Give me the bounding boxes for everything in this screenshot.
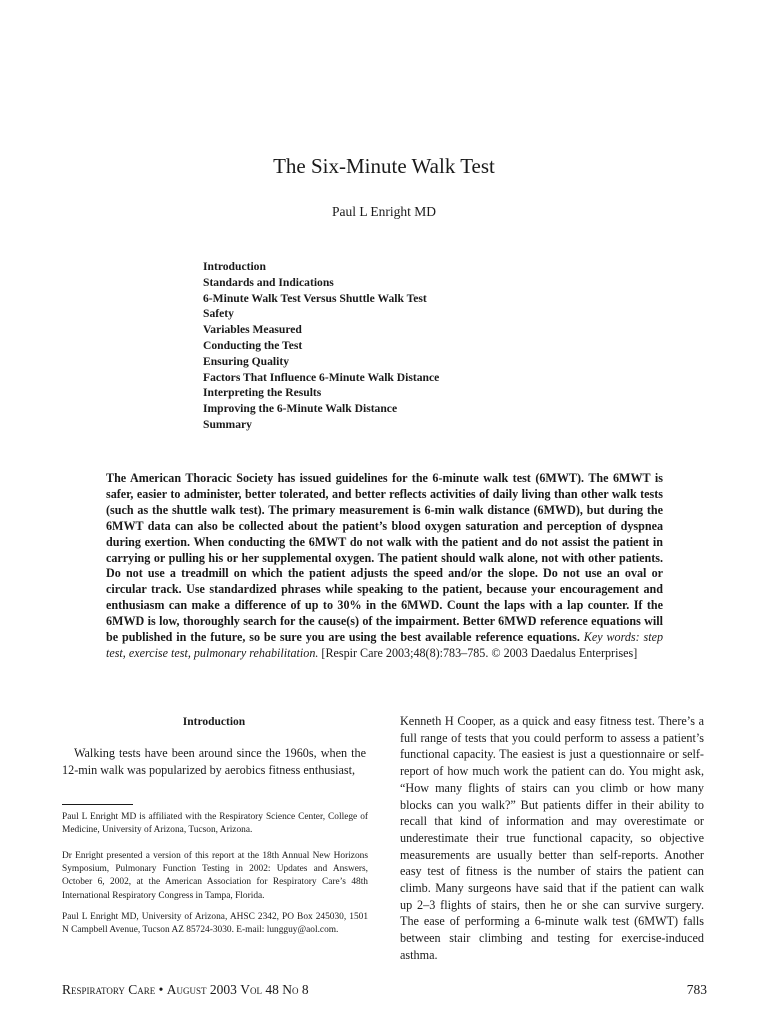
abstract-body: The American Thoracic Society has issued guidelines for the 6-minute walk test (6MWT). The 6MWT is safer, easier to administer, better tolerated, and better reflects activities of daily living than other walk tests (such as the shuttle walk test). The primary measurement is 6-min walk distance (6MWD), but during the 6MWT data can also be collected about the patient’s blood oxygen saturation and perception of dyspnea during exertion. When conducting the 6MWT do not walk with the patient and do not assist the patient in carrying or pulling his or her supplemental oxygen. The patient should walk alone, not with other patients. Do not use a treadmill on which the patient adjusts the speed and/or the slope. Do not use an oval or circular track. Use standardized phrases while speaking to the patient, because your encouragement and enthusiasm can make a difference of up to 30% in the 6MWD. Count the laps with a lap counter. If the 6MWD is low, thoroughly search for the cause(s) of the impairment. Better 6MWD reference equations will be published in the future, so be sure you are using the best available reference equations. <box>106 471 663 645</box>
article-author: Paul L Enright MD <box>331 204 437 219</box>
toc-item: Interpreting the Results <box>203 386 322 400</box>
abstract-citation: [Respir Care 2003;48(8):783–785. © 2003 Daedalus Enterprises] <box>321 645 638 660</box>
footnote-divider <box>62 804 133 805</box>
introduction-paragraph: Walking tests have been around since the 1960s, when the 12-min walk was popularized by aerobics fitness enthusiast, <box>62 746 366 777</box>
footnote-affiliation: Paul L Enright MD is affiliated with the Respiratory Science Center, College of Medicine, University of Arizona, Tucson, Arizona. <box>62 812 368 836</box>
footer-year: 2003 <box>209 982 237 997</box>
page-number: 783 <box>686 982 707 997</box>
toc-item: Standards and Indications <box>203 275 334 289</box>
toc-item: 6-Minute Walk Test Versus Shuttle Walk Test <box>203 291 427 305</box>
footer-journal: Respiratory Care <box>62 982 156 997</box>
section-heading-introduction: Introduction <box>182 716 246 728</box>
toc-item: Conducting the Test <box>203 338 303 352</box>
footnote-correspondence: Paul L Enright MD, University of Arizona, AHSC 2342, PO Box 245030, 1501 N Campbell Avenue, Tucson AZ 85724-3030. E-mail: lungguy@aol.com. <box>62 912 368 936</box>
footer-number: 8 <box>301 982 309 997</box>
abstract <box>106 471 663 662</box>
toc-item: Improving the 6-Minute Walk Distance <box>203 402 398 416</box>
article-title: The Six-Minute Walk Test <box>273 154 495 178</box>
running-footer <box>62 981 309 999</box>
footnote-presentation: Dr Enright presented a version of this report at the 18th Annual New Horizons Symposium, Pulmonary Function Testing in 2002: Updates and Answers, October 6, 2002, at the American Association for Respiratory Care’s 48th International Respiratory Congress in Tampa, Florida. <box>62 851 368 901</box>
table-of-contents <box>203 259 439 433</box>
footer-issue: August <box>166 982 207 997</box>
toc-item: Summary <box>203 417 252 431</box>
footer-volume-label: Vol <box>240 982 262 997</box>
toc-item: Variables Measured <box>203 323 302 337</box>
footer-number-label: No <box>282 982 299 997</box>
footer-separator: • <box>158 982 164 997</box>
toc-item: Ensuring Quality <box>203 354 290 368</box>
abstract-keywords: Key words: step test, exercise test, pulmonary rehabilitation. <box>106 630 664 660</box>
footer-volume: 48 <box>265 982 279 997</box>
toc-item: Factors That Influence 6-Minute Walk Distance <box>203 370 440 384</box>
right-column-text: Kenneth H Cooper, as a quick and easy fitness test. There’s a full range of tests that you could perform to assess a patient’s functional capacity. The easiest is just a questionnaire or self-report of how much work the patient can do. You might ask, “How many flights of stairs can you climb or how many blocks can you walk?” But patients differ in their ability to recall that kind of information and may overestimate or underestimate their true functional capacity, so objective measurements are usually better than self-reports. Another easy test of fitness is the number of stairs the patient can climb. Many surgeons have said that if the patient can walk up 2–3 flights of stairs, then he or she can survive surgery. The ease of performing a 6-minute walk test (6MWT) falls between stair climbing and testing for exercise-induced asthma. <box>400 714 704 962</box>
toc-item: Introduction <box>203 260 266 273</box>
toc-item: Safety <box>203 307 234 321</box>
